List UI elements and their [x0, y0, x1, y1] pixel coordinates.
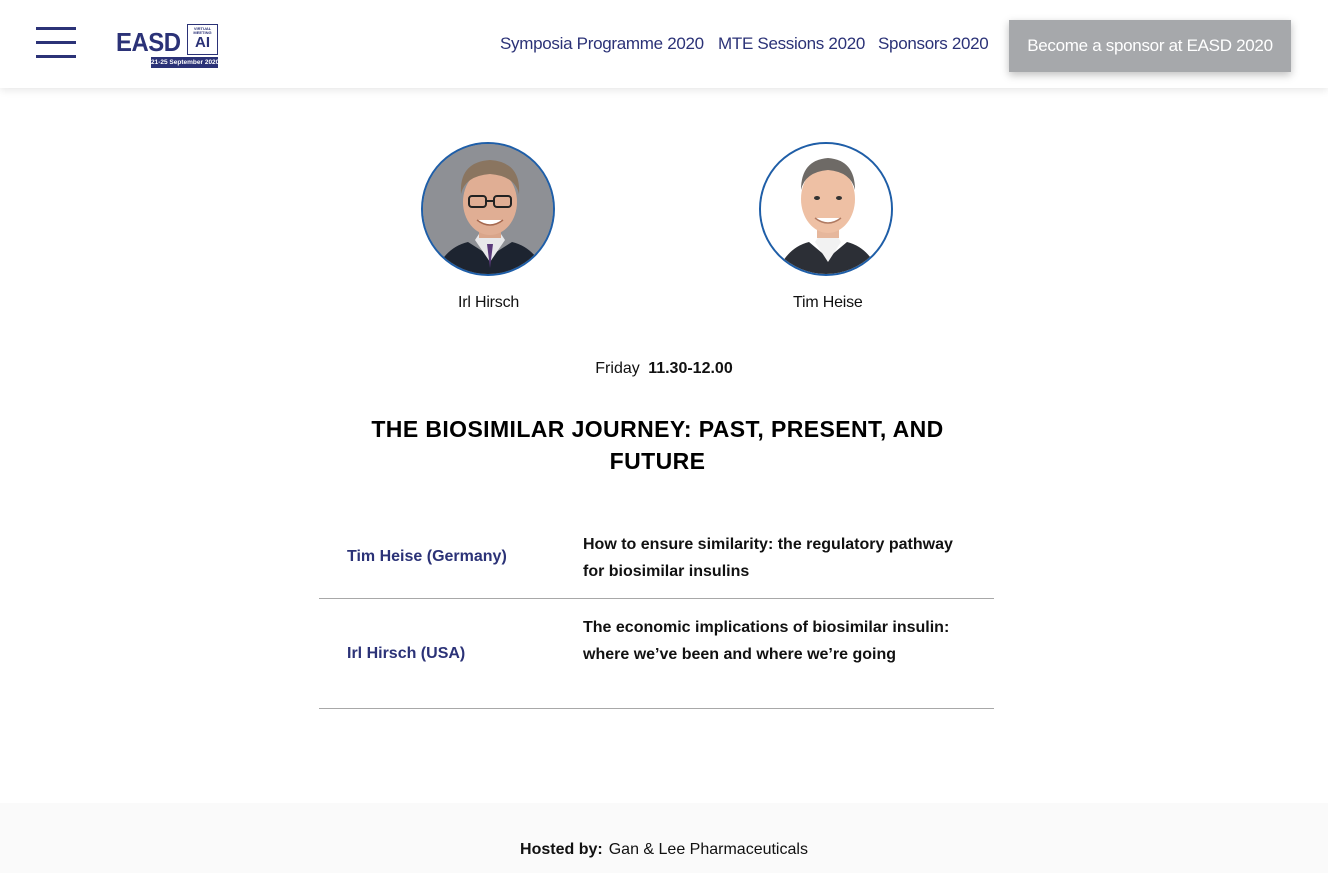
- session-hours: 11.30-12.00: [648, 360, 733, 377]
- nav-symposia-programme[interactable]: Symposia Programme 2020: [500, 34, 704, 53]
- speaker-name-tim-heise: Tim Heise: [793, 294, 863, 311]
- site-header: [0, 0, 1328, 88]
- nav-sponsors[interactable]: Sponsors 2020: [878, 34, 989, 53]
- talk-title: The economic implications of biosimilar insulin: where we’ve been and where we’re going: [583, 619, 950, 663]
- hosted-label: Hosted by:: [520, 841, 603, 858]
- nav-mte-sessions[interactable]: MTE Sessions 2020: [718, 34, 866, 53]
- hosted-footer: [0, 803, 1328, 873]
- logo-dates: 21-25 September 2020: [151, 59, 220, 66]
- session-time: [0, 360, 1328, 378]
- become-sponsor-button[interactable]: Become a sponsor at EASD 2020: [1009, 20, 1291, 72]
- talk-title: How to ensure similarity: the regulatory pathway for biosimilar insulins: [583, 536, 953, 580]
- talks-table: [319, 516, 994, 709]
- session-title: THE BIOSIMILAR JOURNEY: PAST, PRESENT, AND FUTURE: [371, 416, 944, 474]
- hosted-by: [0, 841, 1328, 859]
- menu-icon[interactable]: [36, 27, 76, 59]
- talk-speaker: Tim Heise (Germany): [347, 548, 507, 565]
- host-name: Gan & Lee Pharmaceuticals: [608, 841, 808, 858]
- table-row: [319, 516, 994, 599]
- speaker-photo-irl-hirsch: [421, 142, 555, 276]
- logo-wordmark: EASD: [116, 27, 181, 57]
- session-day: Friday: [595, 360, 640, 377]
- speaker-photo-tim-heise: [759, 142, 893, 276]
- logo-badge: VIRTUAL MEETING AI: [187, 24, 218, 55]
- speaker-name-irl-hirsch: Irl Hirsch: [458, 294, 520, 311]
- easd-logo[interactable]: [116, 24, 220, 70]
- talk-speaker: Irl Hirsch (USA): [347, 644, 466, 662]
- table-row: [319, 599, 994, 709]
